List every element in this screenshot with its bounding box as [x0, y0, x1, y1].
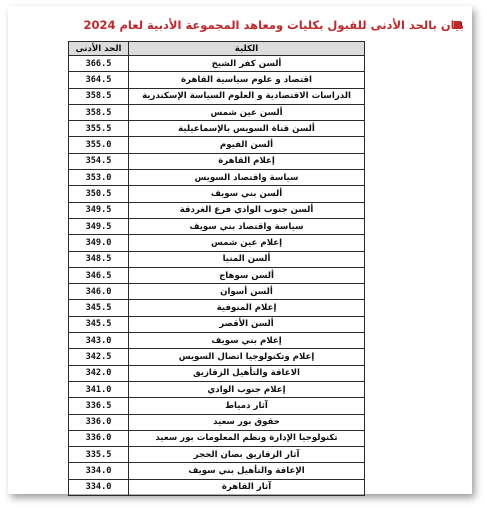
college-name-cell: ألسن المنيا [129, 251, 365, 267]
min-score-cell: 336.5 [69, 398, 129, 414]
min-score-cell: 354.5 [69, 153, 129, 169]
college-name-cell: إعلام جنوب الوادي [129, 381, 365, 397]
min-score-cell: 335.5 [69, 447, 129, 463]
college-name-cell: سياسة واقتصاد بني سويف [129, 218, 365, 234]
min-score-cell: 345.5 [69, 300, 129, 316]
admission-table [68, 41, 365, 496]
min-score-cell: 336.0 [69, 414, 129, 430]
page-title: بيان بالحد الأدنى للقبول بكليات ومعاهد المجموعة الأدبية لعام 2024 [83, 18, 464, 32]
table-row [69, 235, 365, 251]
table-row [69, 72, 365, 88]
college-name-cell: تكنولوجيا الإدارة ونظم المعلومات بور سعيد [129, 430, 365, 446]
table-row [69, 463, 365, 479]
min-score-cell: 349.5 [69, 218, 129, 234]
min-score-cell: 342.0 [69, 365, 129, 381]
table-row [69, 218, 365, 234]
college-name-cell: الاعاقة والتأهيل الزقازيق [129, 365, 365, 381]
min-score-cell: 336.0 [69, 430, 129, 446]
college-name-cell: اقتصاد و علوم سياسية القاهرة [129, 72, 365, 88]
table-row [69, 447, 365, 463]
college-name-cell: آثار القاهرة [129, 479, 365, 495]
table-row [69, 381, 365, 397]
college-name-cell: إعلام المنوفية [129, 300, 365, 316]
header-min-score: الحد الأدنى [69, 42, 129, 56]
college-name-cell: ألسن جنوب الوادي فرع الغردقة [129, 202, 365, 218]
college-name-cell: الإعاقة والتأهيل بني سويف [129, 463, 365, 479]
college-name-cell: ألسن كفر الشيخ [129, 56, 365, 72]
college-name-cell: إعلام القاهرة [129, 153, 365, 169]
table-row [69, 284, 365, 300]
table-row [69, 365, 365, 381]
table-row [69, 186, 365, 202]
college-name-cell: حقوق بور سعيد [129, 414, 365, 430]
college-name-cell: آثار دمياط [129, 398, 365, 414]
table-row [69, 153, 365, 169]
college-name-cell: إعلام وتكنولوجيا اتصال السويس [129, 349, 365, 365]
min-score-cell: 334.0 [69, 463, 129, 479]
min-score-cell: 353.0 [69, 170, 129, 186]
table-row [69, 56, 365, 72]
min-score-cell: 355.5 [69, 121, 129, 137]
college-name-cell: ألسن سوهاج [129, 267, 365, 283]
table-header-row [69, 42, 365, 56]
table-row [69, 430, 365, 446]
min-score-cell: 342.5 [69, 349, 129, 365]
min-score-cell: 343.0 [69, 333, 129, 349]
college-name-cell: ألسن عين شمس [129, 104, 365, 120]
table-row [69, 137, 365, 153]
college-name-cell: ألسن أسوان [129, 284, 365, 300]
table-row [69, 300, 365, 316]
min-score-cell: 349.0 [69, 235, 129, 251]
table-row [69, 251, 365, 267]
college-name-cell: إعلام بني سويف [129, 333, 365, 349]
table-row [69, 479, 365, 495]
table-body [69, 56, 365, 496]
table-row [69, 267, 365, 283]
table-row [69, 398, 365, 414]
college-name-cell: ألسن الأقصر [129, 316, 365, 332]
college-name-cell: سياسة واقتصاد السويس [129, 170, 365, 186]
min-score-cell: 346.0 [69, 284, 129, 300]
college-name-cell: ألسن بني سويف [129, 186, 365, 202]
min-score-cell: 350.5 [69, 186, 129, 202]
table-row [69, 316, 365, 332]
min-score-cell: 345.5 [69, 316, 129, 332]
table-row [69, 121, 365, 137]
table-row [69, 349, 365, 365]
table-row [69, 333, 365, 349]
min-score-cell: 358.5 [69, 88, 129, 104]
min-score-cell: 364.5 [69, 72, 129, 88]
college-name-cell: ألسن الفيوم [129, 137, 365, 153]
table-row [69, 414, 365, 430]
table-row [69, 88, 365, 104]
min-score-cell: 355.0 [69, 137, 129, 153]
college-name-cell: آثار الزقازيق بصان الحجر [129, 447, 365, 463]
college-name-cell: إعلام عين شمس [129, 235, 365, 251]
min-score-cell: 349.5 [69, 202, 129, 218]
min-score-cell: 358.5 [69, 104, 129, 120]
header-college: الكلية [129, 42, 365, 56]
table-row [69, 104, 365, 120]
min-score-cell: 346.5 [69, 267, 129, 283]
table-row [69, 170, 365, 186]
min-score-cell: 334.0 [69, 479, 129, 495]
document-sheet [8, 6, 472, 494]
min-score-cell: 348.5 [69, 251, 129, 267]
min-score-cell: 366.5 [69, 56, 129, 72]
table-row [69, 202, 365, 218]
min-score-cell: 341.0 [69, 381, 129, 397]
college-name-cell: الدراسات الاقتصادية و العلوم السياسة الإسكندرية [129, 88, 365, 104]
college-name-cell: ألسن قناة السويس بالإسماعيلية [129, 121, 365, 137]
